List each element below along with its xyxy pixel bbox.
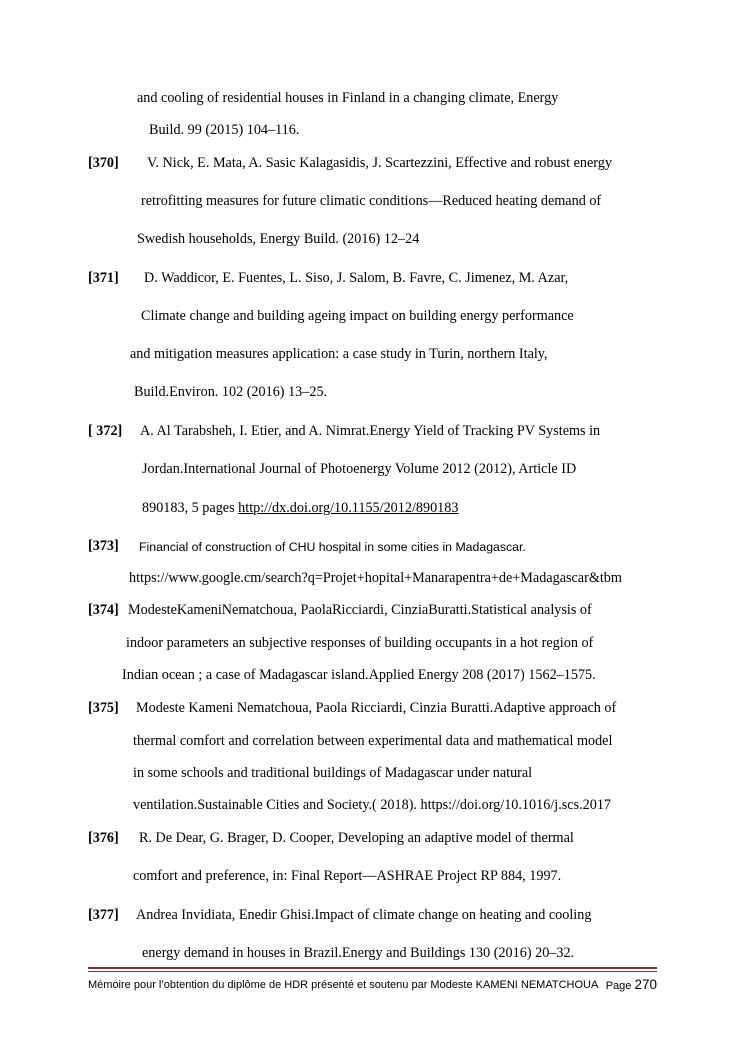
- ref-376-number: [376]: [88, 830, 119, 846]
- ref-374-line-1: ModesteKameniNematchoua, PaolaRicciardi, CinziaBuratti.Statistical analysis of: [128, 602, 592, 618]
- footer-rule-thick: [88, 967, 657, 969]
- ref-376-line-1: R. De Dear, G. Brager, D. Cooper, Developing an adaptive model of thermal: [139, 830, 574, 846]
- ref-371-line-2: Climate change and building ageing impact on building energy performance: [141, 308, 574, 324]
- ref-375-number: [375]: [88, 700, 119, 716]
- footer-text: Mémoire pour l’obtention du diplôme de HDR présenté et soutenu par Modeste KAMENI NEMATCHOUA: [88, 979, 599, 991]
- ref-372-line-3: [142, 499, 458, 517]
- ref-375-line-3: in some schools and traditional buildings of Madagascar under natural: [133, 765, 533, 781]
- ref-372-line-2: Jordan.International Journal of Photoenergy Volume 2012 (2012), Article ID: [142, 461, 577, 477]
- ref-374-line-3: Indian ocean ; a case of Madagascar island.Applied Energy 208 (2017) 1562–1575.: [122, 667, 596, 683]
- footer-page-label: Page: [605, 980, 632, 992]
- ref-372-line-1: A. Al Tarabsheh, I. Etier, and A. Nimrat.Energy Yield of Tracking PV Systems in: [140, 423, 601, 439]
- footer-rule-thin: [88, 971, 657, 972]
- ref-372-number: [ 372]: [88, 423, 123, 439]
- ref-cont-line-1: and cooling of residential houses in Finland in a changing climate, Energy: [137, 90, 559, 106]
- ref-371-number: [371]: [88, 270, 119, 286]
- ref-371-line-4: Build.Environ. 102 (2016) 13–25.: [134, 384, 328, 400]
- ref-375-line-1: Modeste Kameni Nematchoua, Paola Ricciardi, Cinzia Buratti.Adaptive approach of: [136, 700, 617, 716]
- footer-page: [606, 977, 657, 992]
- ref-374-number: [374]: [88, 602, 119, 618]
- ref-370-line-1: V. Nick, E. Mata, A. Sasic Kalagasidis, J. Scartezzini, Effective and robust energy: [147, 155, 612, 171]
- ref-373-line-1: Financial of construction of CHU hospital in some cities in Madagascar.: [139, 540, 526, 554]
- ref-371-line-3: and mitigation measures application: a case study in Turin, northern Italy,: [130, 346, 548, 362]
- ref-377-line-1: Andrea Invidiata, Enedir Ghisi.Impact of climate change on heating and cooling: [136, 907, 592, 923]
- page-footer: [88, 977, 657, 995]
- page-number: 270: [634, 977, 657, 992]
- ref-370-line-3: Swedish households, Energy Build. (2016) 12–24: [137, 231, 420, 247]
- ref-373-number: [373]: [88, 538, 119, 554]
- ref-370-number: [370]: [88, 155, 119, 171]
- ref-372-line-3-text: 890183, 5 pages: [142, 500, 239, 516]
- ref-377-number: [377]: [88, 907, 119, 923]
- ref-375-line-2: thermal comfort and correlation between experimental data and mathematical model: [133, 733, 613, 749]
- ref-375-line-4: ventilation.Sustainable Cities and Society.( 2018). https://doi.org/10.1016/j.scs.2017: [133, 797, 612, 813]
- ref-372-doi-link[interactable]: http://dx.doi.org/10.1155/2012/890183: [238, 500, 459, 516]
- ref-373-url: https://www.google.cm/search?q=Projet+hopital+Manarapentra+de+Madagascar&tbm: [129, 570, 622, 586]
- ref-377-line-2: energy demand in houses in Brazil.Energy and Buildings 130 (2016) 20–32.: [142, 945, 575, 961]
- ref-370-line-2: retrofitting measures for future climatic conditions—Reduced heating demand of: [141, 193, 602, 209]
- ref-cont-line-2: Build. 99 (2015) 104–116.: [149, 122, 300, 138]
- ref-376-line-2: comfort and preference, in: Final Report—ASHRAE Project RP 884, 1997.: [133, 868, 562, 884]
- ref-374-line-2: indoor parameters an subjective responses of building occupants in a hot region of: [126, 635, 594, 651]
- ref-371-line-1: D. Waddicor, E. Fuentes, L. Siso, J. Salom, B. Favre, C. Jimenez, M. Azar,: [144, 270, 569, 286]
